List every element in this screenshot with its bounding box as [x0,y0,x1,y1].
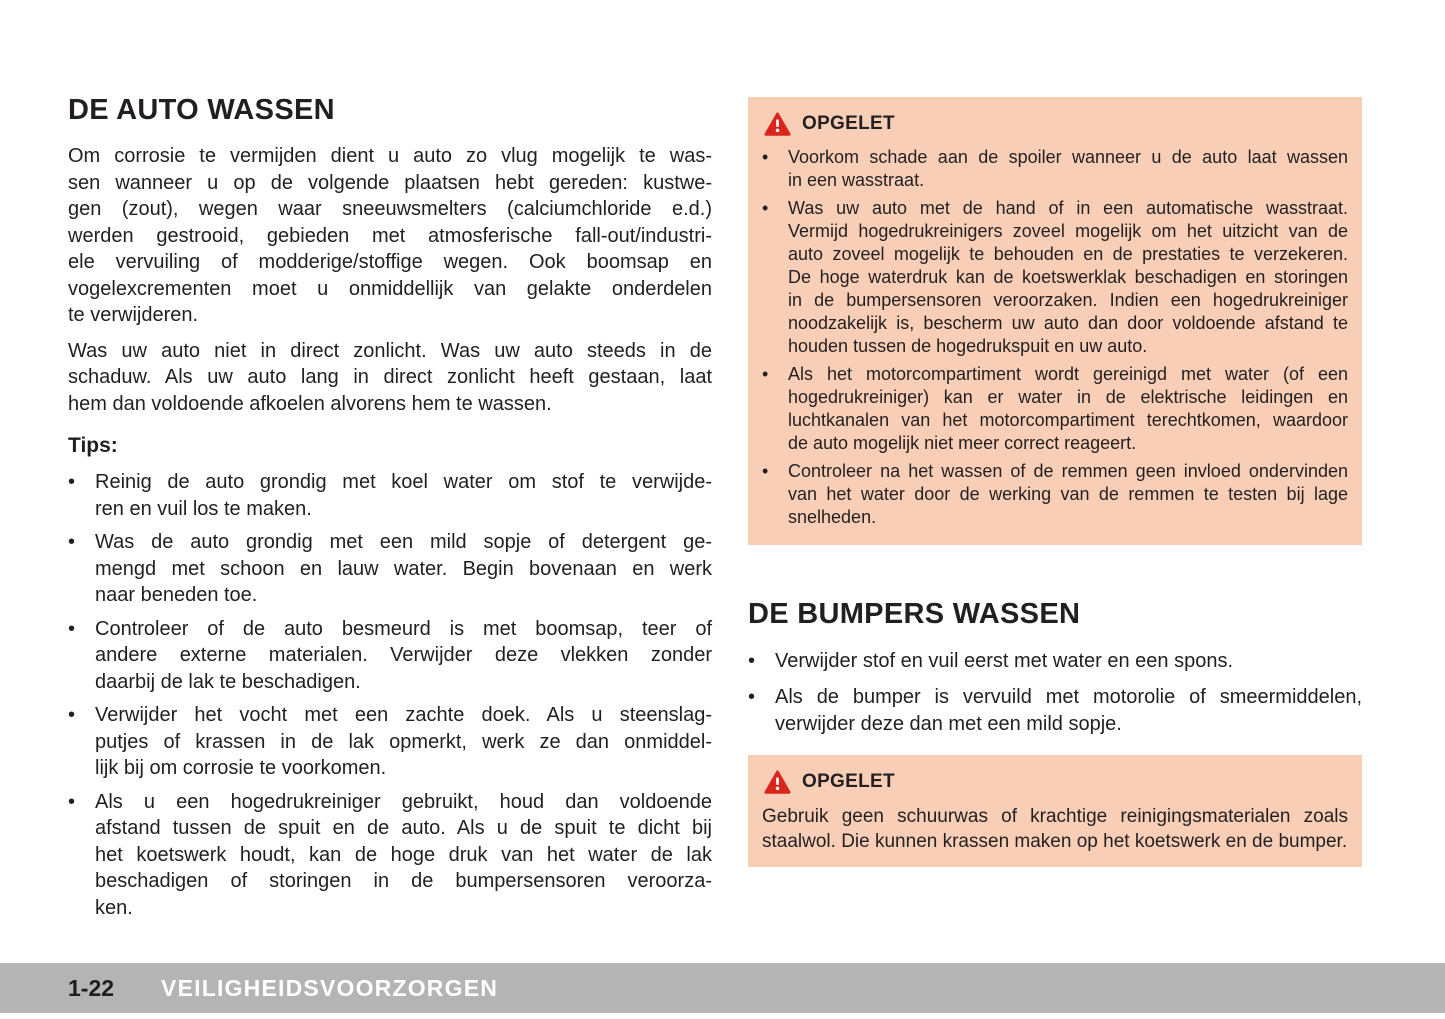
bullet-icon: • [68,617,76,640]
heading-de-bumpers-wassen: DE BUMPERS WASSEN [748,598,1081,630]
list-item [68,789,712,922]
bullet-icon: • [762,147,769,167]
footer-section-title: VEILIGHEIDSVOORZORGEN [161,974,499,1001]
list-item [68,702,712,782]
warning-header [764,770,1348,794]
bullet-icon: • [762,461,769,481]
list-item [762,197,1348,358]
list-item [762,460,1348,529]
list-item-text: Was de auto grondig met een mild sopje of detergent ge- mengd met schoon en lauw water. Begin bovenaan en werk naar beneden toe. [95,531,712,606]
bullet-icon: • [762,364,769,384]
tips-list [68,469,712,921]
heading-tips: Tips: [68,434,118,457]
list-item-text: Als u een hogedrukreiniger gebruikt, houd dan voldoende afstand tussen de spuit en de auto. Als u de spuit te dicht bij het koetswerk houdt, kan de hoge druk van het water de lak beschadigen of storingen in de bumpersensoren veroorza- ken. [95,790,712,919]
list-item [748,648,1362,675]
list-item-text: Als de bumper is vervuild met motorolie of smeermiddelen, verwijder deze dan met een mild sopje. [775,686,1362,735]
bullet-icon: • [762,198,769,218]
bullet-icon: • [748,650,756,672]
list-item [68,469,712,522]
warning-box-bumpers [748,755,1362,867]
paragraph-corrosie: Om corrosie te vermijden dient u auto zo vlug mogelijk te was- sen wanneer u op de volgende plaatsen hebt gereden: kustwe- gen (zout), wegen waar sneeuwsmelters (calciumchloride e.d.) werden gestrooid, gebieden met atmosferische fall-out/industri- ele vervuiling of modderige/stoffige wegen. Ook boomsap en vogelexcrementen moet u onmiddellijk van gelakte onderdelen te verwijderen. [68,145,712,326]
bullet-icon: • [68,790,76,813]
bullet-icon: • [68,471,76,493]
list-item [68,529,712,609]
bullet-icon: • [748,686,756,708]
list-item-text: Reinig de auto grondig met koel water om stof te verwijde- ren en vuil los te maken. [95,471,712,520]
warning-text: Gebruik geen schuurwas of krachtige reinigingsmaterialen zoals staalwol. Die kunnen krassen maken op het koetswerk en de bumper. [762,806,1348,852]
warning-title: OPGELET [802,771,895,792]
bullet-icon: • [68,704,76,726]
bumpers-list [748,648,1362,738]
heading-de-auto-wassen: DE AUTO WASSEN [68,94,335,126]
warning-title: OPGELET [802,113,895,134]
list-item [68,616,712,696]
list-item [762,146,1348,192]
list-item-text: Was uw auto met de hand of in een automatische wasstraat. Vermijd hogedrukreinigers zoveel mogelijk om het uitzicht van de auto zoveel mogelijk te behouden en de prestaties te verzekeren. De hoge waterdruk kan de koetswerklak beschadigen en storingen in de bumpersensoren veroorzaken. Indien een hogedrukreiniger noodzakelijk is, bescherm uw auto dan door voldoende afstand te houden tussen de hogedrukspuit en uw auto. [788,198,1348,356]
list-item-text: Controleer of de auto besmeurd is met boomsap, teer of andere externe materialen. Verwijder deze vlekken zonder daarbij de lak te beschadigen. [95,617,712,693]
list-item-text: Controleer na het wassen of de remmen geen invloed ondervinden van het water door de werking van de remmen te testen bij lage snelheden. [788,461,1348,527]
warning-triangle-icon [764,770,791,794]
paragraph-zonlicht: Was uw auto niet in direct zonlicht. Was uw auto steeds in de schaduw. Als uw auto lang in direct zonlicht heeft gestaan, laat hem dan voldoende afkoelen alvorens hem te wassen. [68,339,712,415]
page-footer [0,963,1445,1013]
warning-box-wassen [748,97,1362,545]
list-item-text: Als het motorcompartiment wordt gereinigd met water (of een hogedrukreiniger) kan er water in de elektrische leidingen en luchtkanalen van het motorcompartiment terechtkomen, waardoor de auto mogelijk niet meer correct reageert. [788,364,1348,453]
list-item [748,684,1362,738]
list-item-text: Voorkom schade aan de spoiler wanneer u de auto laat wassen in een wasstraat. [788,147,1348,190]
page-number: 1-22 [68,974,115,1001]
right-column [748,97,1362,867]
warning-header [764,112,1348,136]
warning-triangle-icon [764,112,791,136]
left-column [68,94,712,928]
list-item-text: Verwijder het vocht met een zachte doek. Als u steenslag- putjes of krassen in de lak opmerkt, werk ze dan onmiddel- lijk bij om corrosie te voorkomen. [95,704,712,779]
bullet-icon: • [68,531,76,553]
list-item-text: Verwijder stof en vuil eerst met water en een spons. [775,650,1234,672]
list-item [762,363,1348,455]
